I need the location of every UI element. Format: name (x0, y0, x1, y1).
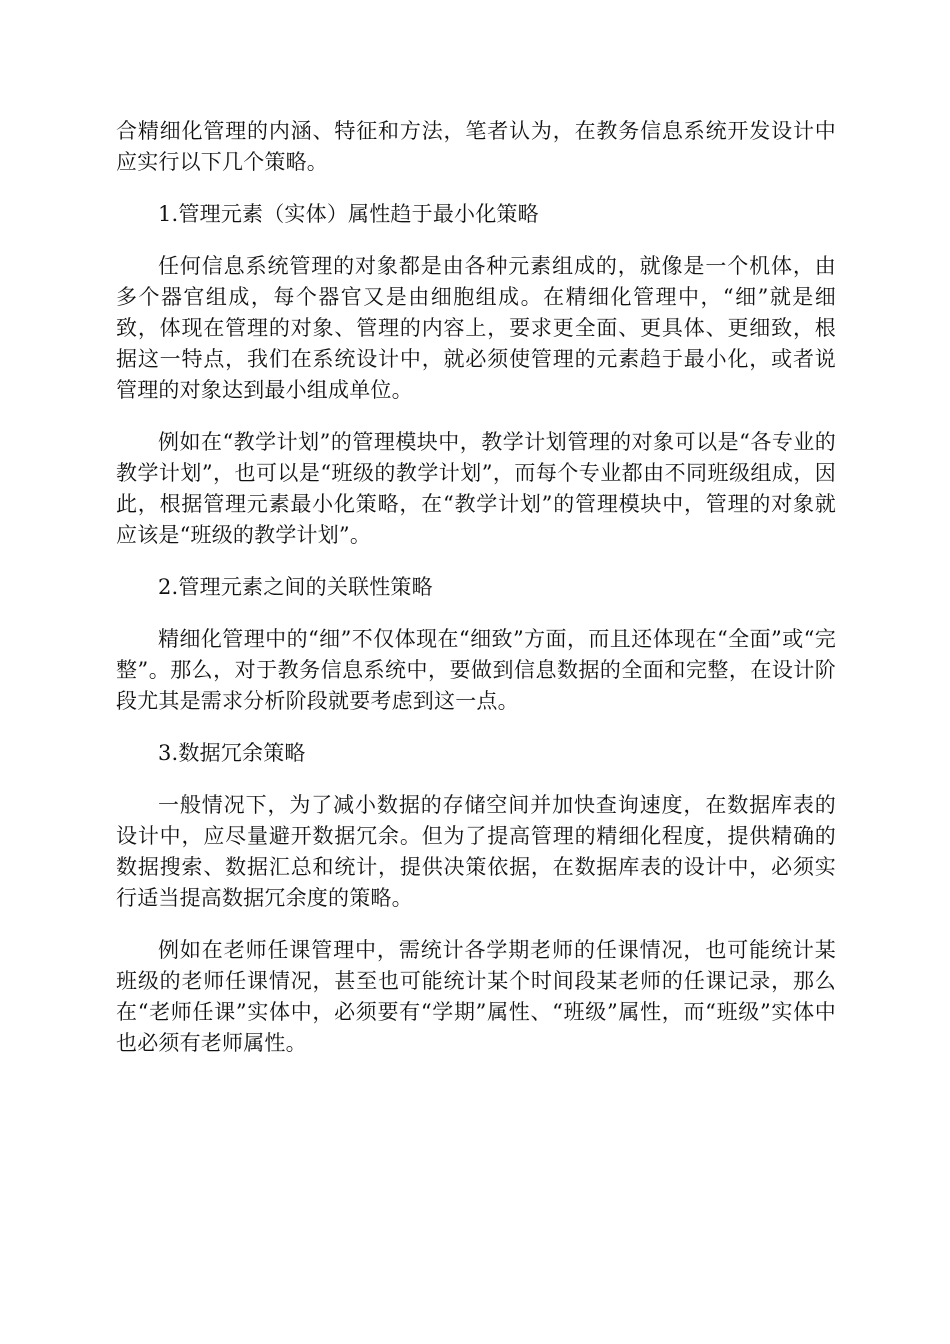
paragraph-teaching-plan-example: 例如在“教学计划”的管理模块中，教学计划管理的对象可以是“各专业的教学计划”，也可以是“班级的教学计划”，而每个专业都由不同班级组成，因此，根据管理元素最小化策略，在“教学计划”的管理模块中，管理的对象就应该是“班级的教学计划”。 (116, 430, 836, 547)
paragraph-teacher-course-example: 例如在老师任课管理中，需统计各学期老师的任课情况，也可能统计某班级的老师任课情况，甚至也可能统计某个时间段某老师的任课记录，那么在“老师任课”实体中，必须要有“学期”属性、“班级”属性，而“班级”实体中也必须有老师属性。 (116, 938, 836, 1055)
paragraph-association: 精细化管理中的“细”不仅体现在“细致”方面，而且还体现在“全面”或“完整”。那么，对于教务信息系统中，要做到信息数据的全面和完整，在设计阶段尤其是需求分析阶段就要考虑到这一点。 (116, 627, 836, 713)
section-heading-1: 1.管理元素（实体）属性趋于最小化策略 (158, 202, 539, 226)
paragraph-intro-continuation: 合精细化管理的内涵、特征和方法，笔者认为，在教务信息系统开发设计中应实行以下几个策略。 (116, 119, 836, 174)
section-heading-2: 2.管理元素之间的关联性策略 (158, 575, 433, 599)
paragraph-data-redundancy: 一般情况下，为了减小数据的存储空间并加快查询速度，在数据库表的设计中，应尽量避开数据冗余。但为了提高管理的精细化程度，提供精确的数据搜索、数据汇总和统计，提供决策依据，在数据库表的设计中，必须实行适当提高数据冗余度的策略。 (116, 793, 836, 910)
paragraph-element-minimization: 任何信息系统管理的对象都是由各种元素组成的，就像是一个机体，由多个器官组成，每个器官又是由细胞组成。在精细化管理中，“细”就是细致，体现在管理的对象、管理的内容上，要求更全面、更具体、更细致，根据这一特点，我们在系统设计中，就必须使管理的元素趋于最小化，或者说管理的对象达到最小组成单位。 (116, 254, 836, 402)
section-heading-3: 3.数据冗余策略 (158, 741, 306, 765)
document-page (116, 116, 836, 1080)
